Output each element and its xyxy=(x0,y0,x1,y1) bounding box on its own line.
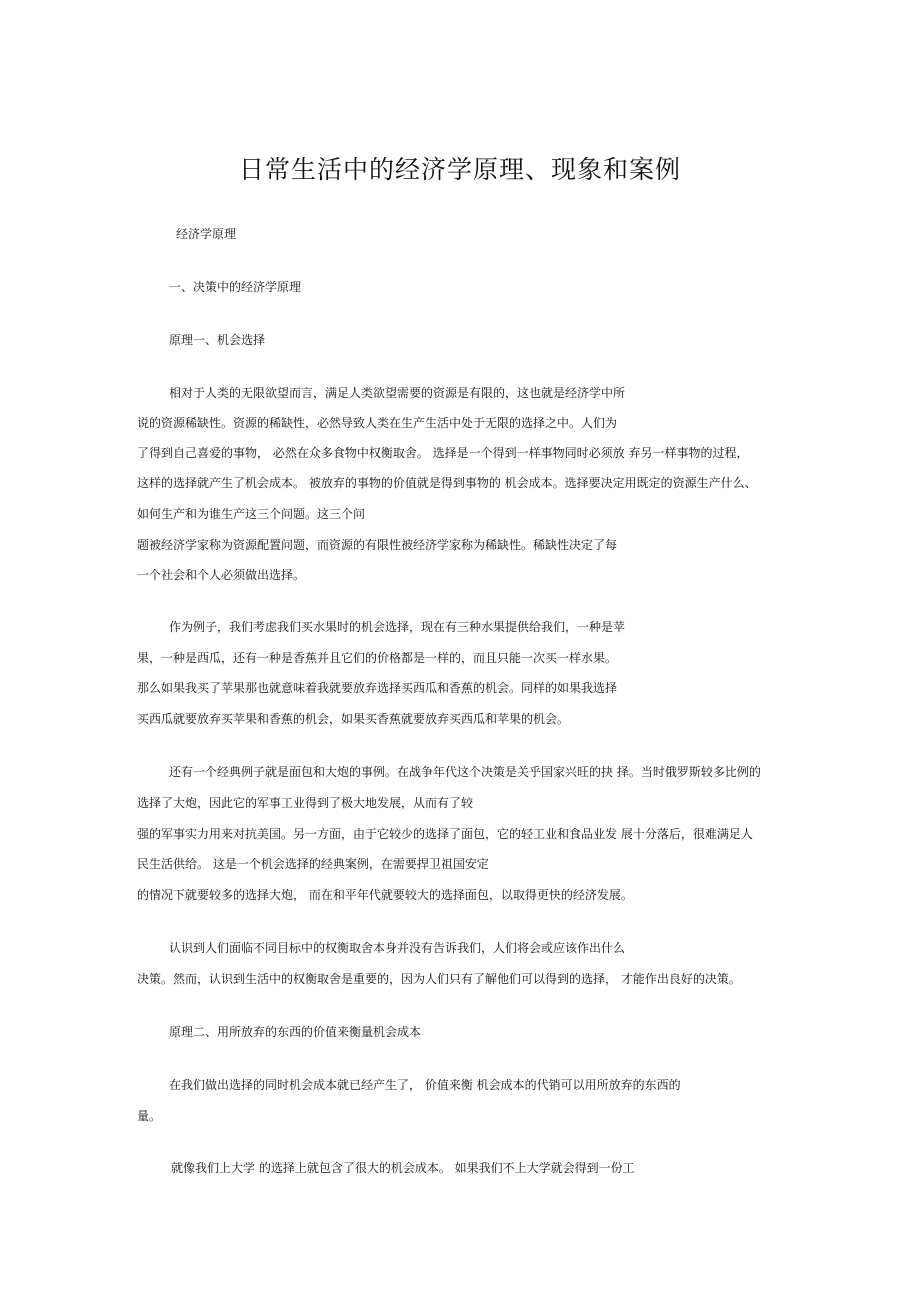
paragraph-line: 认识到人们面临不同目标中的权衡取舍本身并没有告诉我们，人们将会或应该作出什么 xyxy=(169,941,626,955)
paragraph-line: 决策。然而，认识到生活中的权衡取舍是重要的，因为人们只有了解他们可以得到的选择， 才能作出良好的决策。 xyxy=(137,972,741,986)
paragraph-line: 那么如果我买了苹果那也就意味着我就要放弃选择买西瓜和香蕉的机会。同样的如果我选择 xyxy=(137,681,618,695)
paragraph-line: 果，一种是西瓜，还有一种是香蕉并且它们的价格都是一样的，而且只能一次买一样水果。 xyxy=(137,651,618,665)
paragraph-line: 一个社会和个人必须做出选择。 xyxy=(137,568,306,582)
paragraph-line: 了得到自己喜爱的事物， 必然在众多食物中权衡取舍。 选择是一个得到一样事物同时必须放 弃另一样事物的过程， xyxy=(137,446,749,460)
paragraph-line: 相对于人类的无限欲望而言，满足人类欲望需要的资源是有限的，这也就是经济学中所 xyxy=(169,386,626,400)
paragraph-line: 民生活供给。 这是一个机会选择的经典案例，在需要捍卫祖国安定 xyxy=(137,857,489,871)
principle-heading: 原理一、机会选择 xyxy=(169,333,266,347)
paragraph-line: 的情况下就要较多的选择大炮， 而在和平年代就要较大的选择面包，以取得更快的经济发展。 xyxy=(137,888,633,902)
paragraph-line: 选择了大炮，因此它的军事工业得到了极大地发展，从而有了较 xyxy=(137,796,474,810)
paragraph-line: 说的资源稀缺性。资源的稀缺性，必然导致人类在生产生活中处于无限的选择之中。人们为 xyxy=(137,416,618,430)
paragraph-line: 量。 xyxy=(137,1109,162,1123)
paragraph-line: 在我们做出选择的同时机会成本就已经产生了， 价值来衡 机会成本的代销可以用所放弃的东西的 xyxy=(169,1078,681,1092)
paragraph-line: 买西瓜就要放弃买苹果和香蕉的机会，如果买香蕉就要放弃买西瓜和苹果的机会。 xyxy=(137,712,570,726)
paragraph-line: 题被经济学家称为资源配置问题，而资源的有限性被经济学家称为稀缺性。稀缺性决定了每 xyxy=(137,538,618,552)
document-title: 日常生活中的经济学原理、现象和案例 xyxy=(238,155,681,184)
paragraph-line: 就像我们上大学 的选择上就包含了很大的机会成本。 如果我们不上大学就会得到一份工 xyxy=(171,1161,635,1175)
paragraph-line: 强的军事实力用来对抗美国。另一方面，由于它较少的选择了面包，它的轻工业和食品业发 展十分落后，很难满足人 xyxy=(137,827,753,841)
subsection-heading: 一、决策中的经济学原理 xyxy=(169,280,302,294)
principle-heading: 原理二、用所放弃的东西的价值来衡量机会成本 xyxy=(169,1025,422,1039)
paragraph-line: 还有一个经典例子就是面包和大炮的事例。在战争年代这个决策是关乎国家兴旺的抉 择。当时俄罗斯较多比例的 xyxy=(169,765,761,779)
paragraph-line: 如何生产和为谁生产这三个问题。这三个问 xyxy=(137,507,366,521)
section-heading: 经济学原理 xyxy=(176,227,237,241)
paragraph-line: 作为例子，我们考虑我们买水果时的机会选择，现在有三种水果提供给我们，一种是苹 xyxy=(169,620,626,634)
paragraph-line: 这样的选择就产生了机会成本。 被放弃的事物的价值就是得到事物的 机会成本。选择要决定用既定的资源生产什么、 xyxy=(137,476,757,490)
